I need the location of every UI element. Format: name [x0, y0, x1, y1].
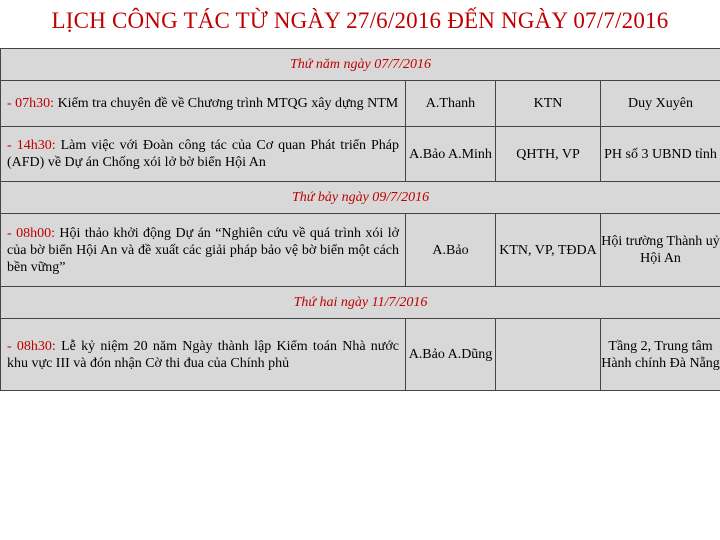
table-row	[1, 127, 720, 182]
event-unit: KTN	[496, 81, 601, 127]
event-place: Duy Xuyên	[601, 81, 720, 127]
event-text: Làm việc với Đoàn công tác của Cơ quan Phát triển Pháp (AFD) về Dự án Chống xói lở bờ biển Hội An	[7, 138, 399, 170]
day-label: Thứ bảy ngày 09/7/2016	[1, 182, 720, 214]
event-description	[1, 319, 406, 391]
event-unit: QHTH, VP	[496, 127, 601, 182]
event-description	[1, 81, 406, 127]
table-row	[1, 81, 720, 127]
page-title: LỊCH CÔNG TÁC TỪ NGÀY 27/6/2016 ĐẾN NGÀY 07/7/2016	[51, 8, 669, 33]
event-text: Lễ kỷ niệm 20 năm Ngày thành lập Kiểm toán Nhà nước khu vực III và đón nhận Cờ thi đua của Chính phủ	[7, 338, 399, 371]
event-lead: A.Bảo	[406, 214, 496, 287]
event-place: Hội trường Thành uỷ Hội An	[601, 214, 720, 287]
day-header-row	[1, 182, 720, 214]
event-unit: KTN, VP, TĐDA	[496, 214, 601, 287]
table-row	[1, 214, 720, 287]
event-place: PH số 3 UBND tỉnh	[601, 127, 720, 182]
event-time: - 07h30:	[7, 96, 55, 111]
event-lead: A.Bảo A.Minh	[406, 127, 496, 182]
event-text: Hội thảo khởi động Dự án “Nghiên cứu về quá trình xói lở của bờ biển Hội An và đề xuất các giải pháp bảo vệ bờ biển một cách bền vững”	[7, 225, 400, 275]
event-text: Kiểm tra chuyên đề về Chương trình MTQG xây dựng NTM	[57, 96, 399, 111]
event-description	[1, 214, 406, 287]
event-time: - 08h00:	[7, 225, 55, 241]
event-unit	[496, 319, 601, 391]
schedule-table	[0, 48, 720, 391]
event-lead: A.Bảo A.Dũng	[406, 319, 496, 391]
table-row	[1, 319, 720, 391]
event-place: Tầng 2, Trung tâm Hành chính Đà Nẵng	[601, 319, 720, 391]
day-header-row	[1, 49, 720, 81]
event-lead: A.Thanh	[406, 81, 496, 127]
event-time: - 08h30:	[7, 338, 56, 354]
day-header-row	[1, 287, 720, 319]
event-time: - 14h30:	[7, 138, 56, 153]
day-label: Thứ năm ngày 07/7/2016	[1, 49, 720, 81]
day-label: Thứ hai ngày 11/7/2016	[1, 287, 720, 319]
event-description	[1, 127, 406, 182]
